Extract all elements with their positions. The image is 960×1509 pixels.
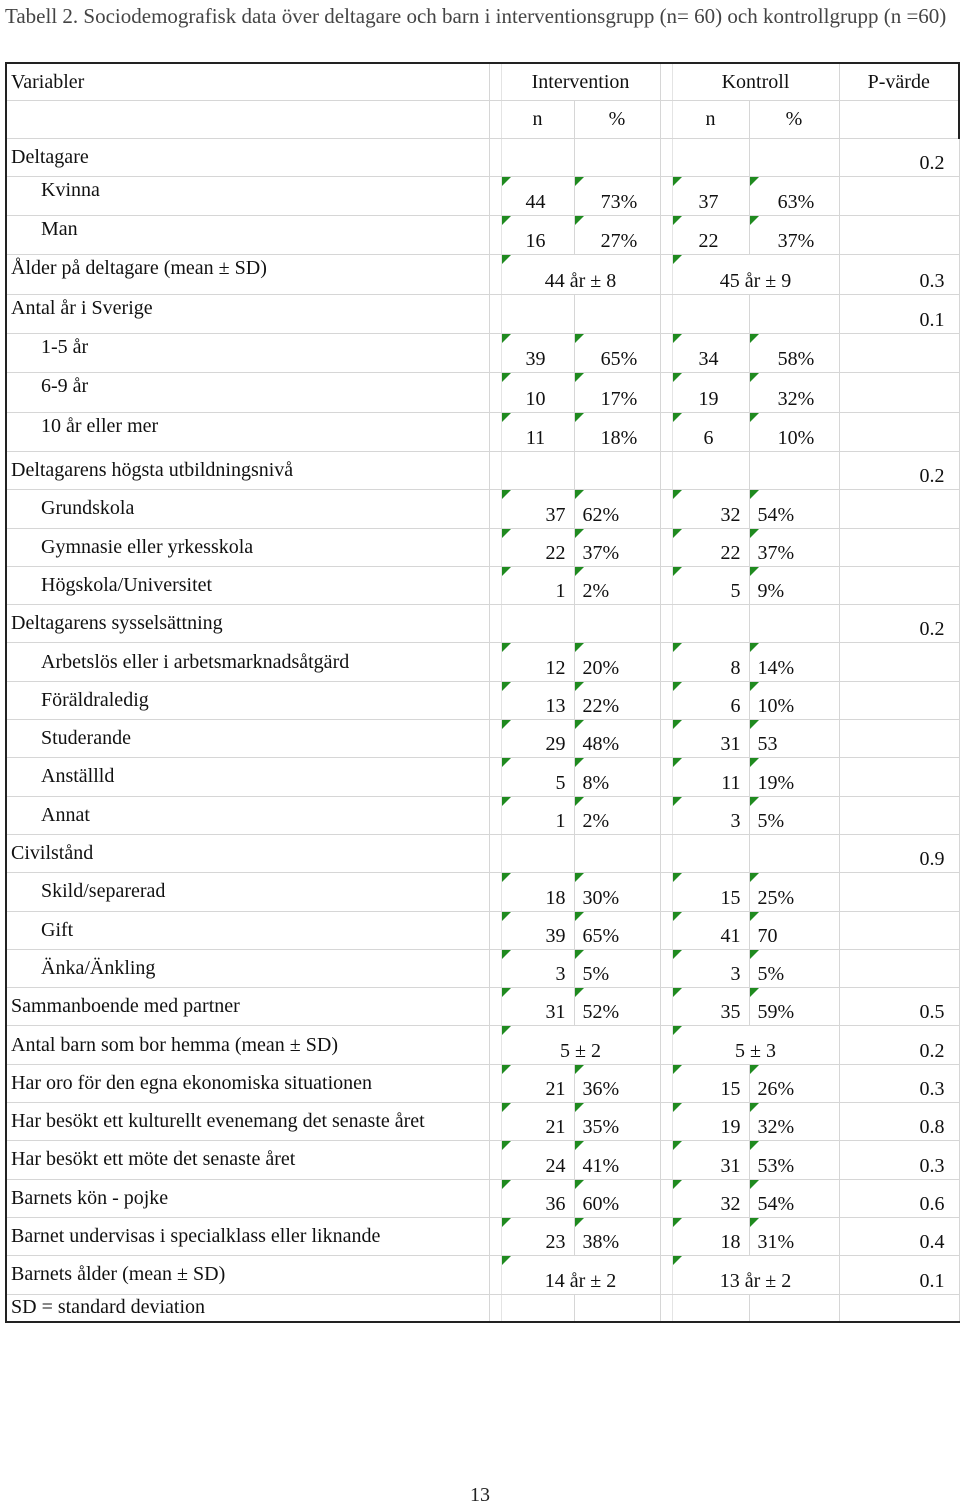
control-n: 15 xyxy=(672,1064,749,1102)
intervention-pct xyxy=(574,451,660,489)
p-value xyxy=(839,490,959,528)
spacer-cell xyxy=(489,528,501,566)
intervention-pct: 41% xyxy=(574,1141,660,1179)
spacer-cell xyxy=(660,1141,672,1179)
intervention-n: 29 xyxy=(501,720,574,758)
intervention-pct: 18% xyxy=(574,412,660,451)
control-n: 8 xyxy=(672,643,749,681)
p-value: 0.2 xyxy=(839,451,959,489)
spacer-cell xyxy=(660,294,672,333)
intervention-n xyxy=(501,834,574,872)
control-pct xyxy=(749,605,839,643)
row-label: Arbetslös eller i arbetsmarknadsåtgärd xyxy=(6,643,489,681)
spacer-cell xyxy=(660,566,672,604)
spacer-cell xyxy=(489,294,501,333)
spacer-cell xyxy=(489,605,501,643)
table-row xyxy=(6,1179,959,1217)
row-label: Grundskola xyxy=(6,490,489,528)
table-row xyxy=(6,294,959,333)
intervention-mean: 14 år ± 2 xyxy=(501,1256,660,1294)
row-label: 1-5 år xyxy=(6,334,489,373)
control-n: 15 xyxy=(672,873,749,911)
control-n xyxy=(672,451,749,489)
control-pct: 9% xyxy=(749,566,839,604)
intervention-pct: 37% xyxy=(574,528,660,566)
intervention-pct: 22% xyxy=(574,681,660,719)
table-row xyxy=(6,412,959,451)
intervention-pct: 17% xyxy=(574,373,660,412)
control-pct: 58% xyxy=(749,334,839,373)
data-table xyxy=(5,62,960,1323)
intervention-n: 18 xyxy=(501,873,574,911)
table-row xyxy=(6,758,959,796)
row-label: Gymnasie eller yrkesskola xyxy=(6,528,489,566)
intervention-mean: 44 år ± 8 xyxy=(501,255,660,294)
intervention-pct: 65% xyxy=(574,334,660,373)
control-mean: 5 ± 3 xyxy=(672,1026,839,1064)
intervention-pct: 65% xyxy=(574,911,660,949)
control-pct: 37% xyxy=(749,216,839,255)
spacer-cell xyxy=(660,720,672,758)
table-row xyxy=(6,1103,959,1141)
p-value: 0.8 xyxy=(839,1103,959,1141)
p-value: 0.2 xyxy=(839,605,959,643)
table-row xyxy=(6,1217,959,1255)
control-n: 31 xyxy=(672,720,749,758)
row-label: Barnet undervisas i specialklass eller liknande xyxy=(6,1217,489,1255)
intervention-pct: 20% xyxy=(574,643,660,681)
p-value xyxy=(839,412,959,451)
spacer-cell xyxy=(489,720,501,758)
table-row xyxy=(6,834,959,872)
p-value: 0.1 xyxy=(839,1256,959,1294)
spacer-cell xyxy=(660,1217,672,1255)
header-intervention: Intervention xyxy=(501,63,660,101)
subheader-pct-intervention: % xyxy=(574,101,660,138)
control-n: 35 xyxy=(672,988,749,1026)
subheader-pct-control: % xyxy=(749,101,839,138)
spacer-cell xyxy=(660,1256,672,1294)
intervention-n xyxy=(501,451,574,489)
table-row xyxy=(6,255,959,294)
table-row xyxy=(6,605,959,643)
control-pct: 31% xyxy=(749,1217,839,1255)
spacer-cell xyxy=(660,834,672,872)
table-row xyxy=(6,490,959,528)
intervention-n: 1 xyxy=(501,566,574,604)
table-row xyxy=(6,373,959,412)
intervention-n: 39 xyxy=(501,911,574,949)
header-row xyxy=(6,63,959,101)
control-n: 22 xyxy=(672,216,749,255)
row-label: Civilstånd xyxy=(6,834,489,872)
spacer-cell xyxy=(660,412,672,451)
control-pct: 10% xyxy=(749,681,839,719)
control-pct: 32% xyxy=(749,1103,839,1141)
p-value xyxy=(839,873,959,911)
spacer-cell xyxy=(489,1103,501,1141)
spacer-cell xyxy=(660,490,672,528)
row-label: Kvinna xyxy=(6,176,489,215)
intervention-pct: 60% xyxy=(574,1179,660,1217)
spacer-cell xyxy=(660,681,672,719)
table-row xyxy=(6,138,959,176)
intervention-n: 36 xyxy=(501,1179,574,1217)
intervention-n: 44 xyxy=(501,176,574,215)
control-pct xyxy=(749,834,839,872)
control-mean: 45 år ± 9 xyxy=(672,255,839,294)
footnote: SD = standard deviation xyxy=(6,1294,489,1322)
p-value xyxy=(839,643,959,681)
spacer-cell xyxy=(489,1064,501,1102)
control-pct: 14% xyxy=(749,643,839,681)
p-value: 0.2 xyxy=(839,138,959,176)
subheader-n-control: n xyxy=(672,101,749,138)
intervention-n xyxy=(501,605,574,643)
spacer-cell xyxy=(489,334,501,373)
header-pvalue: P-värde xyxy=(839,63,959,101)
spacer-cell xyxy=(489,796,501,834)
header-control: Kontroll xyxy=(672,63,839,101)
intervention-pct xyxy=(574,294,660,333)
p-value xyxy=(839,681,959,719)
table-row xyxy=(6,334,959,373)
spacer-cell xyxy=(660,373,672,412)
intervention-n: 23 xyxy=(501,1217,574,1255)
spacer-cell xyxy=(489,949,501,987)
control-pct xyxy=(749,451,839,489)
intervention-mean: 5 ± 2 xyxy=(501,1026,660,1064)
spacer-cell xyxy=(660,988,672,1026)
row-label: Skild/separerad xyxy=(6,873,489,911)
intervention-n: 10 xyxy=(501,373,574,412)
control-pct: 5% xyxy=(749,796,839,834)
spacer-cell xyxy=(489,911,501,949)
spacer-cell xyxy=(489,490,501,528)
p-value xyxy=(839,528,959,566)
table-row xyxy=(6,949,959,987)
table-row xyxy=(6,911,959,949)
spacer-cell xyxy=(489,451,501,489)
intervention-n: 37 xyxy=(501,490,574,528)
p-value xyxy=(839,796,959,834)
p-value xyxy=(839,566,959,604)
intervention-n: 1 xyxy=(501,796,574,834)
control-pct: 32% xyxy=(749,373,839,412)
p-value: 0.9 xyxy=(839,834,959,872)
row-label: Deltagare xyxy=(6,138,489,176)
spacer-cell xyxy=(660,949,672,987)
control-n: 5 xyxy=(672,566,749,604)
intervention-pct xyxy=(574,138,660,176)
spacer-cell xyxy=(660,528,672,566)
p-value xyxy=(839,334,959,373)
control-n: 41 xyxy=(672,911,749,949)
row-label: 10 år eller mer xyxy=(6,412,489,451)
row-label: Högskola/Universitet xyxy=(6,566,489,604)
control-n xyxy=(672,138,749,176)
intervention-pct: 73% xyxy=(574,176,660,215)
control-n: 3 xyxy=(672,796,749,834)
intervention-pct: 38% xyxy=(574,1217,660,1255)
row-label: Man xyxy=(6,216,489,255)
spacer-cell xyxy=(660,911,672,949)
spacer-cell xyxy=(489,1026,501,1064)
intervention-pct: 48% xyxy=(574,720,660,758)
spacer-cell xyxy=(660,451,672,489)
control-n: 34 xyxy=(672,334,749,373)
table-row xyxy=(6,1026,959,1064)
control-pct: 5% xyxy=(749,949,839,987)
row-label: Gift xyxy=(6,911,489,949)
spacer-cell xyxy=(660,1026,672,1064)
row-label: Föräldraledig xyxy=(6,681,489,719)
table-row xyxy=(6,643,959,681)
control-n: 11 xyxy=(672,758,749,796)
intervention-n: 21 xyxy=(501,1064,574,1102)
control-pct: 54% xyxy=(749,1179,839,1217)
row-label: Antal år i Sverige xyxy=(6,294,489,333)
intervention-n: 21 xyxy=(501,1103,574,1141)
control-n: 3 xyxy=(672,949,749,987)
intervention-n: 16 xyxy=(501,216,574,255)
spacer-cell xyxy=(489,681,501,719)
control-pct: 37% xyxy=(749,528,839,566)
row-label: Har oro för den egna ekonomiska situationen xyxy=(6,1064,489,1102)
spacer-cell xyxy=(489,1256,501,1294)
p-value xyxy=(839,911,959,949)
spacer-cell xyxy=(489,255,501,294)
spacer-cell xyxy=(489,1141,501,1179)
spacer-cell xyxy=(489,412,501,451)
header-variables: Variabler xyxy=(6,63,489,101)
control-n xyxy=(672,834,749,872)
intervention-n: 3 xyxy=(501,949,574,987)
intervention-pct: 2% xyxy=(574,796,660,834)
control-n: 32 xyxy=(672,490,749,528)
page-number: 13 xyxy=(470,1484,490,1506)
control-pct xyxy=(749,294,839,333)
table-row xyxy=(6,988,959,1026)
row-label: Anställld xyxy=(6,758,489,796)
spacer-cell xyxy=(660,1064,672,1102)
row-label: Deltagarens sysselsättning xyxy=(6,605,489,643)
control-n: 22 xyxy=(672,528,749,566)
intervention-pct: 8% xyxy=(574,758,660,796)
p-value: 0.6 xyxy=(839,1179,959,1217)
spacer-cell xyxy=(660,1179,672,1217)
spacer-cell xyxy=(660,643,672,681)
control-n: 32 xyxy=(672,1179,749,1217)
intervention-n: 31 xyxy=(501,988,574,1026)
table-row xyxy=(6,1064,959,1102)
table-row xyxy=(6,176,959,215)
row-label: Antal barn som bor hemma (mean ± SD) xyxy=(6,1026,489,1064)
spacer-cell xyxy=(489,988,501,1026)
table-row xyxy=(6,528,959,566)
spacer-cell xyxy=(660,605,672,643)
row-label: 6-9 år xyxy=(6,373,489,412)
row-label: Barnets ålder (mean ± SD) xyxy=(6,1256,489,1294)
control-n xyxy=(672,294,749,333)
control-n: 6 xyxy=(672,681,749,719)
table-row xyxy=(6,566,959,604)
intervention-n: 39 xyxy=(501,334,574,373)
spacer-cell xyxy=(489,138,501,176)
spacer-cell xyxy=(660,216,672,255)
spacer-cell xyxy=(489,1179,501,1217)
control-pct: 19% xyxy=(749,758,839,796)
control-pct: 54% xyxy=(749,490,839,528)
row-label: Sammanboende med partner xyxy=(6,988,489,1026)
intervention-pct: 5% xyxy=(574,949,660,987)
intervention-n xyxy=(501,294,574,333)
intervention-pct xyxy=(574,834,660,872)
control-pct: 53% xyxy=(749,1141,839,1179)
spacer-cell xyxy=(489,758,501,796)
row-label: Änka/Änkling xyxy=(6,949,489,987)
spacer-cell xyxy=(489,216,501,255)
spacer-cell xyxy=(489,834,501,872)
control-pct: 63% xyxy=(749,176,839,215)
control-pct: 10% xyxy=(749,412,839,451)
p-value xyxy=(839,176,959,215)
spacer-cell xyxy=(660,796,672,834)
spacer-cell xyxy=(660,758,672,796)
intervention-pct: 30% xyxy=(574,873,660,911)
spacer-cell xyxy=(489,566,501,604)
spacer-cell xyxy=(660,176,672,215)
control-mean: 13 år ± 2 xyxy=(672,1256,839,1294)
control-n: 18 xyxy=(672,1217,749,1255)
control-pct: 26% xyxy=(749,1064,839,1102)
row-label: Annat xyxy=(6,796,489,834)
control-pct: 70 xyxy=(749,911,839,949)
control-pct: 53 xyxy=(749,720,839,758)
footnote-row xyxy=(6,1294,959,1322)
intervention-pct: 52% xyxy=(574,988,660,1026)
p-value xyxy=(839,216,959,255)
p-value: 0.3 xyxy=(839,1141,959,1179)
table-row xyxy=(6,451,959,489)
intervention-n xyxy=(501,138,574,176)
intervention-n: 22 xyxy=(501,528,574,566)
control-pct xyxy=(749,138,839,176)
p-value: 0.4 xyxy=(839,1217,959,1255)
spacer-cell xyxy=(489,643,501,681)
spacer-cell xyxy=(489,873,501,911)
row-label: Studerande xyxy=(6,720,489,758)
control-pct: 25% xyxy=(749,873,839,911)
table-row xyxy=(6,1141,959,1179)
control-n: 31 xyxy=(672,1141,749,1179)
intervention-pct: 2% xyxy=(574,566,660,604)
spacer-cell xyxy=(660,138,672,176)
spacer-cell xyxy=(660,255,672,294)
table-row xyxy=(6,216,959,255)
p-value: 0.5 xyxy=(839,988,959,1026)
intervention-pct: 35% xyxy=(574,1103,660,1141)
subheader-n-intervention: n xyxy=(501,101,574,138)
intervention-n: 13 xyxy=(501,681,574,719)
intervention-pct xyxy=(574,605,660,643)
row-label: Ålder på deltagare (mean ± SD) xyxy=(6,255,489,294)
table-row xyxy=(6,681,959,719)
control-n: 19 xyxy=(672,1103,749,1141)
intervention-n: 12 xyxy=(501,643,574,681)
spacer-cell xyxy=(489,176,501,215)
spacer-cell xyxy=(489,373,501,412)
intervention-n: 24 xyxy=(501,1141,574,1179)
control-n: 37 xyxy=(672,176,749,215)
control-n xyxy=(672,605,749,643)
p-value: 0.1 xyxy=(839,294,959,333)
p-value: 0.3 xyxy=(839,1064,959,1102)
row-label: Barnets kön - pojke xyxy=(6,1179,489,1217)
row-label: Har besökt ett kulturellt evenemang det senaste året xyxy=(6,1103,489,1141)
intervention-n: 11 xyxy=(501,412,574,451)
spacer-cell xyxy=(660,334,672,373)
control-n: 19 xyxy=(672,373,749,412)
spacer-cell xyxy=(660,1103,672,1141)
control-n: 6 xyxy=(672,412,749,451)
table-row xyxy=(6,873,959,911)
spacer-cell xyxy=(660,873,672,911)
p-value xyxy=(839,758,959,796)
subheader-row xyxy=(6,101,959,138)
table-row xyxy=(6,1256,959,1294)
row-label: Deltagarens högsta utbildningsnivå xyxy=(6,451,489,489)
intervention-pct: 36% xyxy=(574,1064,660,1102)
table-row xyxy=(6,720,959,758)
table-row xyxy=(6,796,959,834)
intervention-n: 5 xyxy=(501,758,574,796)
control-pct: 59% xyxy=(749,988,839,1026)
row-label: Har besökt ett möte det senaste året xyxy=(6,1141,489,1179)
p-value xyxy=(839,720,959,758)
intervention-pct: 27% xyxy=(574,216,660,255)
intervention-pct: 62% xyxy=(574,490,660,528)
p-value: 0.3 xyxy=(839,255,959,294)
spacer-cell xyxy=(489,1217,501,1255)
p-value xyxy=(839,949,959,987)
table-caption: Tabell 2. Sociodemografisk data över deltagare och barn i interventionsgrupp (n= 60) och kontrollgrupp (n =60) xyxy=(5,4,947,28)
p-value xyxy=(839,373,959,412)
p-value: 0.2 xyxy=(839,1026,959,1064)
